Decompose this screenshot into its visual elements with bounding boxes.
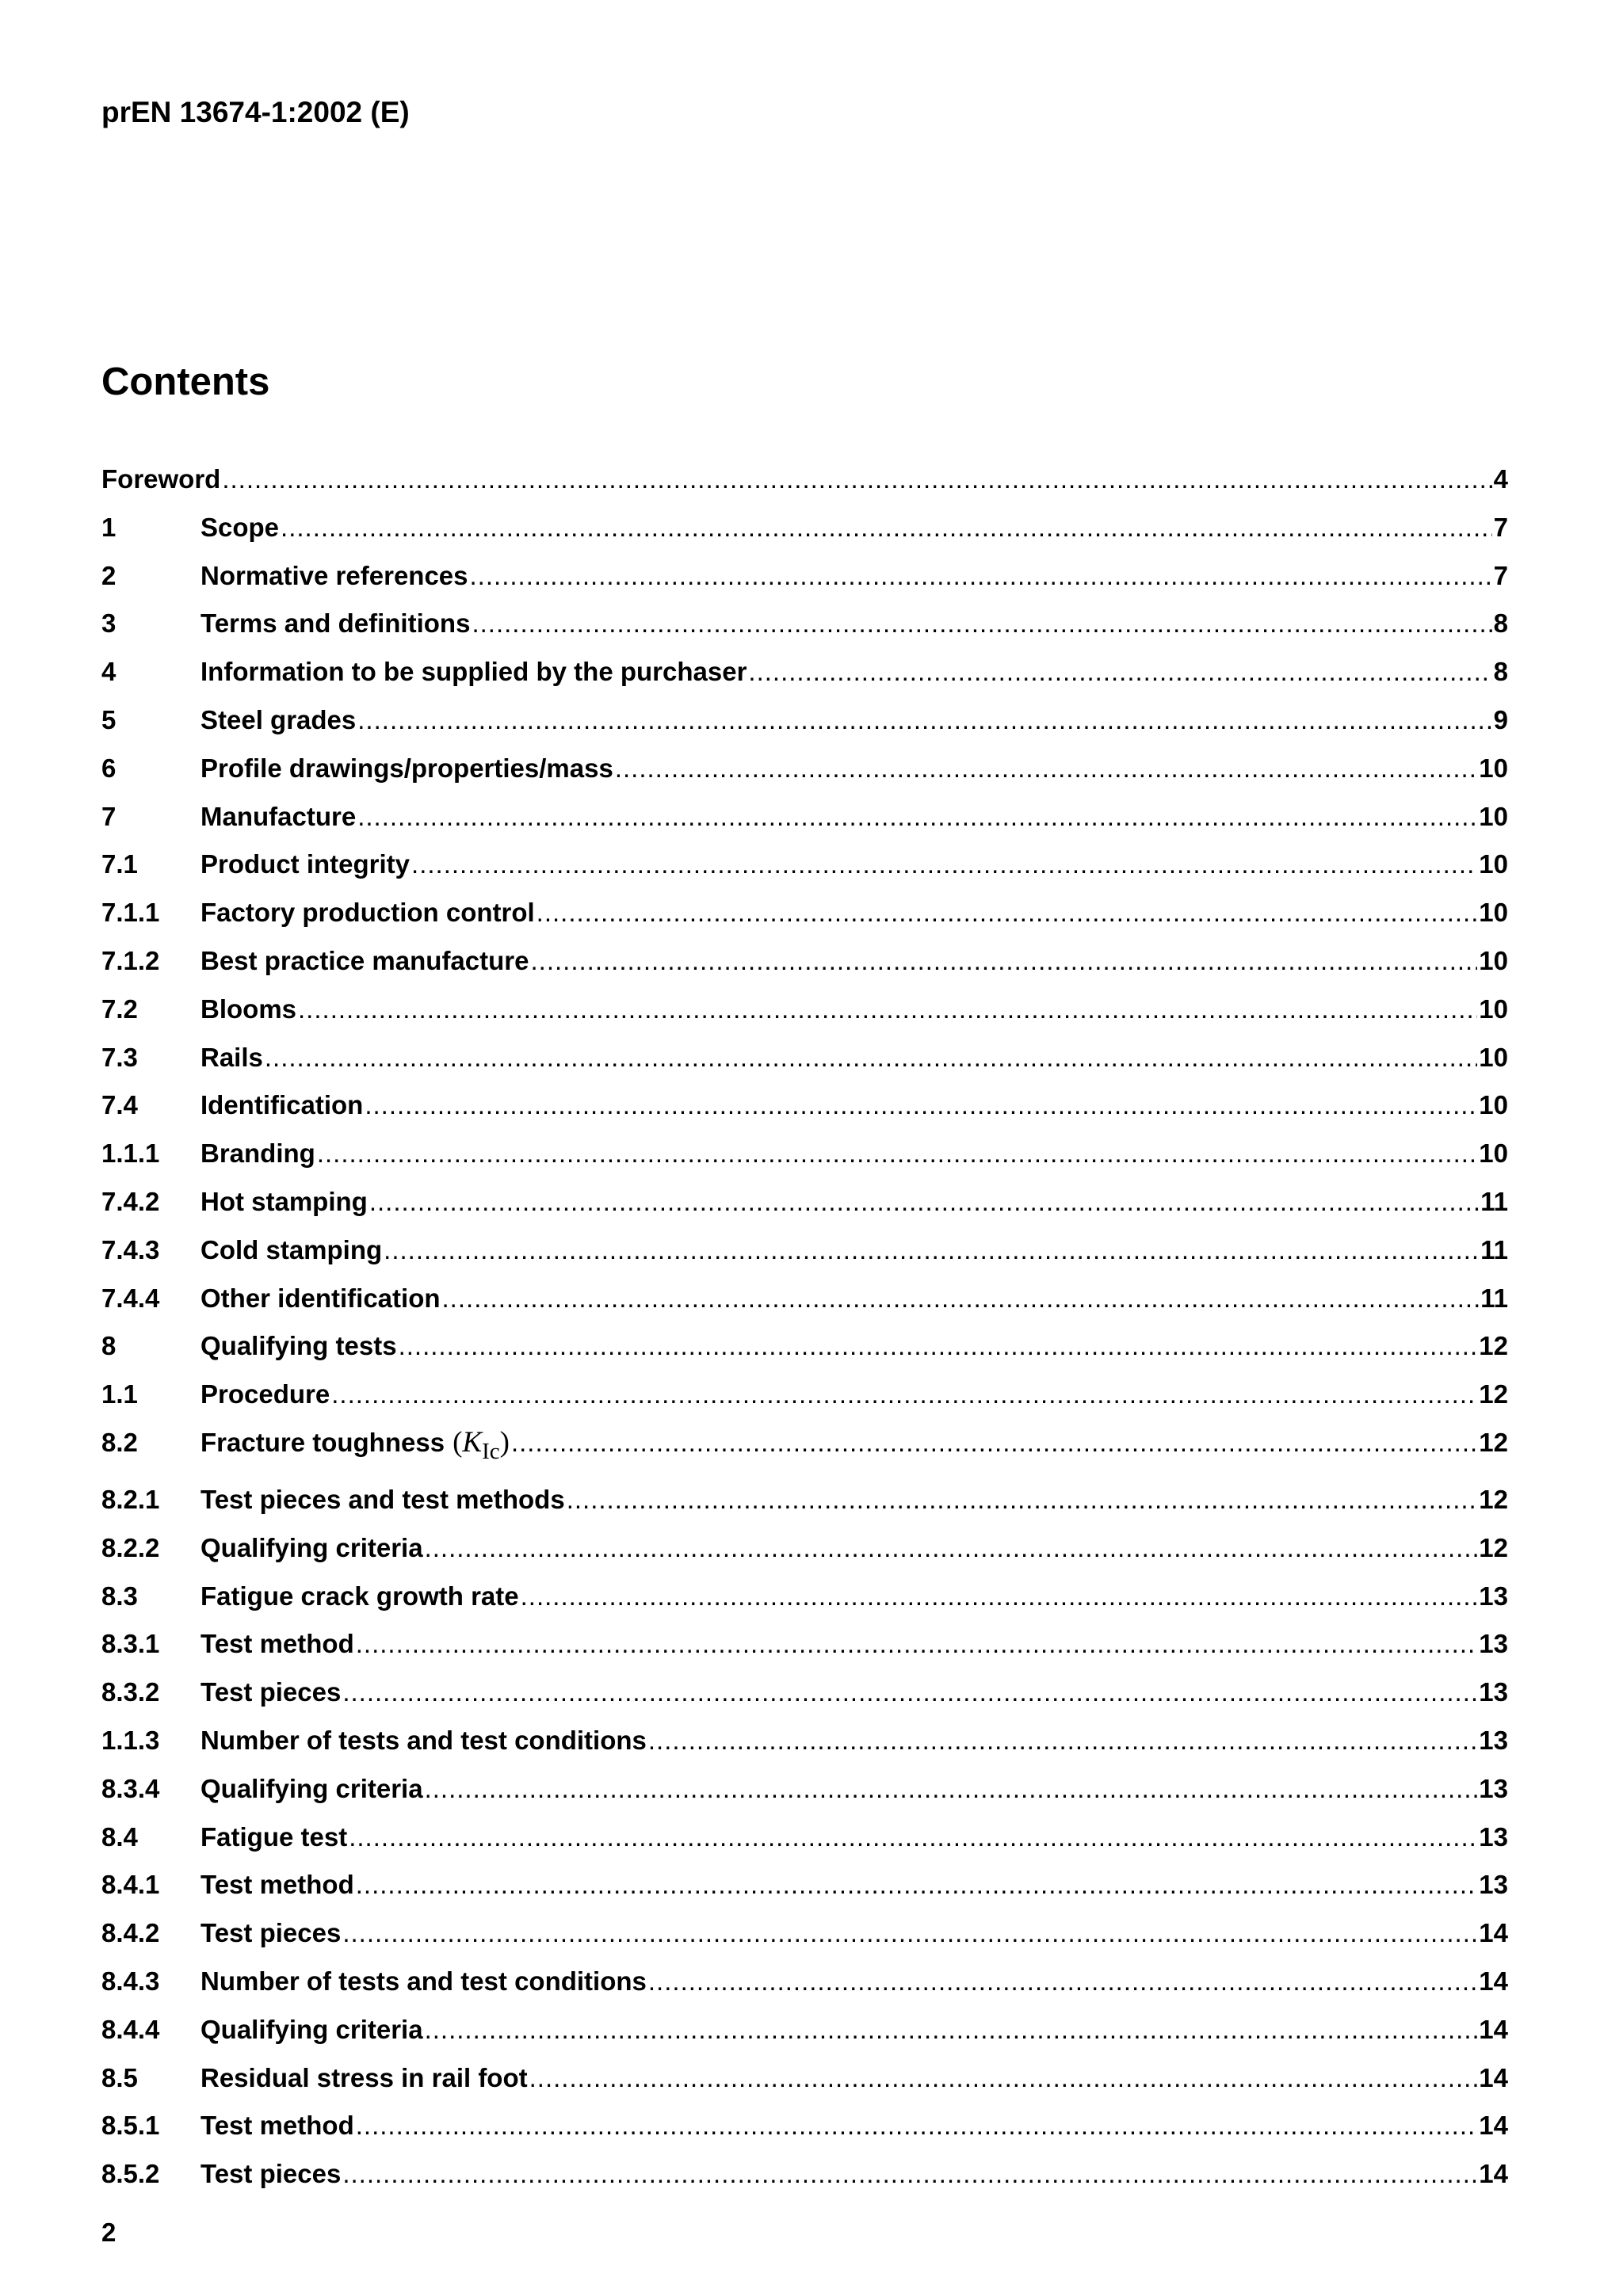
toc-dot-leader [317,1135,1477,1172]
toc-dot-leader [425,1530,1478,1566]
toc-page-number: 10 [1479,1042,1508,1072]
toc-entry-title: Best practice manufacture [200,945,529,975]
toc-page-number: 12 [1479,1379,1508,1409]
toc-entry-title: Residual stress in rail foot [200,2062,528,2092]
toc-page-number: 13 [1479,1870,1508,1900]
toc-page-number: 14 [1479,1966,1508,1996]
toc-dot-leader [425,1771,1478,1807]
toc-section-number: 8 [101,1331,116,1361]
toc-page-number: 10 [1479,945,1508,975]
toc-entry-title: Blooms [200,994,297,1024]
toc-entry[interactable] [101,799,1508,847]
toc-entry-title: Qualifying tests [200,1331,397,1361]
toc-page-number: 12 [1479,1427,1508,1457]
toc-dot-leader [425,2012,1478,2048]
toc-section-number: 7.4.2 [101,1186,160,1216]
toc-dot-leader [648,1963,1477,2000]
toc-dot-leader [342,1915,1477,1951]
toc-section-number: 8.5.1 [101,2111,160,2141]
toc-section-number: 8.4.3 [101,1966,160,1996]
toc-section-number: 8.5.2 [101,2159,160,2189]
toc-section-number: 8.4.2 [101,1918,160,1948]
toc-page-number: 9 [1493,704,1508,734]
toc-entry[interactable] [101,461,1508,509]
toc-dot-leader [369,1184,1479,1220]
formula-close-paren: ) [499,1425,510,1459]
toc-entry-title: Test pieces and test methods [200,1484,565,1514]
toc-entry[interactable] [101,1963,1508,2012]
toc-entry[interactable] [101,2060,1508,2108]
toc-section-number: 4 [101,657,116,687]
toc-page-number: 13 [1479,1629,1508,1659]
toc-section-number: 7.4.3 [101,1234,160,1264]
toc-page-number: 10 [1479,753,1508,783]
toc-entry[interactable] [101,1280,1508,1329]
toc-page-number: 13 [1479,1773,1508,1803]
toc-entry-title: Terms and definitions [200,608,471,639]
toc-entry-title: Test pieces [200,1918,342,1948]
toc-entry-title: Identification [200,1090,364,1120]
formula-subscript: Ic [482,1438,500,1464]
toc-entry-title: Branding [200,1138,315,1169]
toc-entry-title: Fatigue crack growth rate [200,1581,519,1611]
toc-entry[interactable] [101,894,1508,943]
toc-dot-leader [357,702,1491,738]
formula-open-paren: ( [453,1425,463,1459]
toc-dot-leader [281,509,1492,546]
toc-entry[interactable] [101,1135,1508,1184]
toc-entry[interactable] [101,1915,1508,1963]
formula-symbol: K [462,1425,483,1459]
toc-entry-title: Manufacture [200,801,357,831]
toc-page-number: 13 [1479,1581,1508,1611]
toc-page-number: 12 [1479,1331,1508,1361]
toc-section-number: 7.1.2 [101,945,160,975]
toc-section-number: 8.4.1 [101,1870,160,1900]
toc-section-number: 1.1.3 [101,1725,160,1755]
toc-section-number: 7.2 [101,994,138,1024]
toc-entry-title: Test method [200,1629,354,1659]
toc-section-number: 8.5 [101,2062,138,2092]
toc-dot-leader [529,2060,1478,2096]
toc-page-number: 10 [1479,898,1508,928]
toc-page-number: 11 [1480,1283,1508,1313]
toc-page-number: 14 [1479,2159,1508,2189]
toc-dot-leader [399,1328,1478,1364]
toc-entry[interactable] [101,2012,1508,2060]
toc-entry[interactable] [101,991,1508,1039]
toc-dot-leader [442,1280,1480,1317]
page-number: 2 [101,2218,116,2247]
toc-dot-leader [356,2107,1478,2144]
toc-dot-leader [384,1232,1479,1268]
toc-page-number: 10 [1479,849,1508,879]
toc-dot-leader [357,799,1477,835]
toc-section-number: 8.3 [101,1581,138,1611]
toc-entry[interactable] [101,1819,1508,1867]
toc-entry-title: Foreword [101,464,221,494]
toc-dot-leader [521,1578,1478,1615]
toc-section-number: 8.2 [101,1427,138,1457]
toc-entry-title: Other identification [200,1283,441,1313]
toc-dot-leader [511,1425,1477,1461]
toc-entry[interactable] [101,1087,1508,1135]
toc-entry[interactable] [101,2107,1508,2156]
toc-section-number: 8.2.2 [101,1532,160,1562]
toc-page-number: 10 [1479,801,1508,831]
toc-page-number: 14 [1479,1918,1508,1948]
toc-section-number: 8.4 [101,1821,138,1852]
toc-entry[interactable] [101,1867,1508,1915]
toc-entry[interactable] [101,1039,1508,1088]
toc-entry[interactable] [101,1626,1508,1674]
toc-entry[interactable] [101,654,1508,702]
toc-entry-title: Qualifying criteria [200,2014,423,2044]
toc-dot-leader [298,991,1477,1028]
toc-page-number: 13 [1479,1677,1508,1707]
toc-page-number: 13 [1479,1821,1508,1852]
toc-dot-leader [748,654,1491,690]
toc-section-number: 7.1.1 [101,898,160,928]
toc-entry-title: Number of tests and test conditions [200,1725,647,1755]
toc-dot-leader [411,846,1477,883]
toc-entry[interactable] [101,1328,1508,1376]
toc-dot-leader [530,943,1477,979]
toc-entry[interactable] [101,1232,1508,1280]
toc-page-number: 12 [1479,1484,1508,1514]
toc-section-number: 8.3.2 [101,1677,160,1707]
toc-entry-title: Test pieces [200,1677,342,1707]
toc-entry[interactable] [101,1184,1508,1232]
toc-dot-leader [356,1626,1478,1662]
toc-entry[interactable] [101,2156,1508,2204]
toc-dot-leader [349,1819,1477,1855]
toc-section-number: 7.3 [101,1042,138,1072]
contents-title: Contents [101,360,270,403]
toc-page-number: 8 [1493,657,1508,687]
toc-entry-title: Information to be supplied by the purchaser [200,657,747,687]
document-header: prEN 13674-1:2002 (E) [101,96,410,128]
toc-page-number: 14 [1479,2111,1508,2141]
toc-section-number: 7.4 [101,1090,138,1120]
toc-entry-title: Scope [200,512,280,542]
toc-entry[interactable] [101,605,1508,654]
toc-entry[interactable] [101,1376,1508,1425]
toc-entry-title: Test method [200,1870,354,1900]
toc-entry[interactable] [101,943,1508,991]
toc-page-number: 14 [1479,2062,1508,2092]
toc-section-number: 7.4.4 [101,1283,160,1313]
fracture-toughness-formula [453,1425,510,1464]
toc-dot-leader [222,461,1491,498]
toc-section-number: 8.3.4 [101,1773,160,1803]
toc-entry[interactable] [101,558,1508,606]
toc-dot-leader [615,750,1477,787]
toc-dot-leader [470,558,1492,594]
toc-dot-leader [567,1482,1478,1518]
toc-section-number: 1.1 [101,1379,138,1409]
toc-page-number: 11 [1480,1186,1508,1216]
toc-entry[interactable] [101,1722,1508,1771]
toc-entry-title: Factory production control [200,898,535,928]
toc-section-number: 2 [101,560,116,590]
toc-section-number: 8.4.4 [101,2014,160,2044]
toc-page-number: 10 [1479,1090,1508,1120]
toc-entry-title: Qualifying criteria [200,1532,423,1562]
toc-entry-title: Cold stamping [200,1234,383,1264]
toc-entry-title-text: Fracture toughness [200,1427,445,1457]
toc-dot-leader [648,1722,1477,1759]
toc-page-number: 14 [1479,2014,1508,2044]
toc-page-number: 13 [1479,1725,1508,1755]
toc-entry[interactable] [101,509,1508,558]
toc-page-number: 4 [1493,464,1508,494]
toc-entry-title: Normative references [200,560,468,590]
toc-section-number: 1.1.1 [101,1138,160,1169]
toc-entry-title: Rails [200,1042,263,1072]
toc-section-number: 1 [101,512,116,542]
toc-entry[interactable] [101,750,1508,799]
toc-page-number: 7 [1493,560,1508,590]
toc-dot-leader [365,1087,1477,1123]
toc-section-number: 3 [101,608,116,639]
toc-dot-leader [342,1674,1477,1711]
toc-page-number: 10 [1479,1138,1508,1169]
toc-dot-leader [265,1039,1477,1076]
toc-section-number: 8.3.1 [101,1629,160,1659]
toc-section-number: 8.2.1 [101,1484,160,1514]
toc-page-number: 11 [1480,1234,1508,1264]
toc-entry-title [200,1425,510,1463]
toc-dot-leader [356,1867,1478,1903]
toc-entry-title: Procedure [200,1379,330,1409]
toc-entry[interactable] [101,1530,1508,1578]
toc-entry[interactable] [101,1482,1508,1530]
toc-dot-leader [342,2156,1477,2192]
toc-dot-leader [537,894,1478,931]
toc-page-number: 12 [1479,1532,1508,1562]
toc-entry-title: Fatigue test [200,1821,348,1852]
toc-entry[interactable] [101,846,1508,894]
toc-dot-leader [331,1376,1477,1413]
toc-section-number: 7 [101,801,116,831]
toc-entry[interactable] [101,1425,1508,1482]
toc-page-number: 7 [1493,512,1508,542]
toc-entry-title: Test method [200,2111,354,2141]
toc-dot-leader [472,605,1491,642]
toc-entry-title: Hot stamping [200,1186,368,1216]
toc-entry-title: Steel grades [200,704,357,734]
toc-page-number: 10 [1479,994,1508,1024]
toc-entry[interactable] [101,1674,1508,1722]
toc-entry[interactable] [101,1578,1508,1627]
table-of-contents [101,461,1508,2204]
toc-page-number: 8 [1493,608,1508,639]
toc-entry[interactable] [101,1771,1508,1819]
toc-entry-title: Profile drawings/properties/mass [200,753,613,783]
toc-section-number: 5 [101,704,116,734]
toc-entry-title: Product integrity [200,849,411,879]
toc-entry-title: Test pieces [200,2159,342,2189]
toc-entry-title: Qualifying criteria [200,1773,423,1803]
toc-section-number: 7.1 [101,849,138,879]
toc-entry[interactable] [101,702,1508,750]
toc-section-number: 6 [101,753,116,783]
toc-entry-title: Number of tests and test conditions [200,1966,647,1996]
